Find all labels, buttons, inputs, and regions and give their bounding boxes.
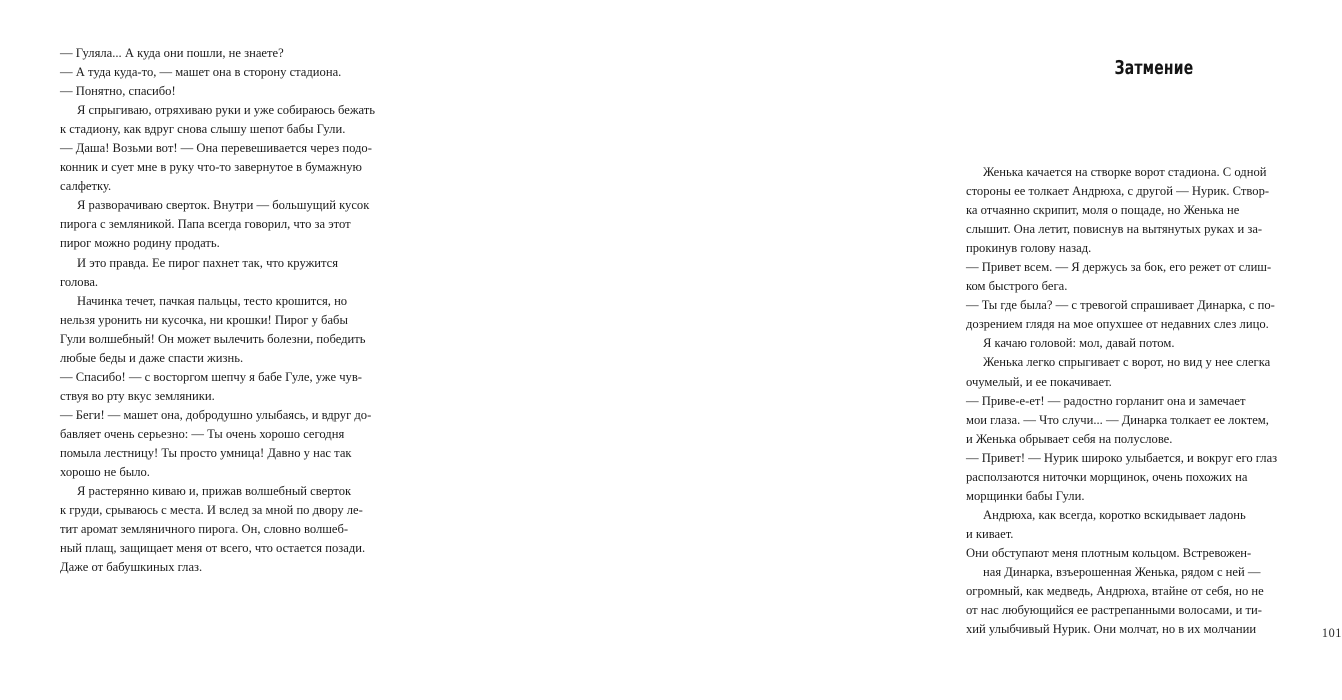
left-page-line: пирога с земляникой. Папа всегда говорил, что за этот [60,217,351,232]
left-page-line: ствуя во рту вкус земляники. [60,388,215,403]
left-page-line: — Спасибо! — с восторгом шепчу я бабе Гуле, уже чув- [60,369,362,384]
right-page-line: — Ты где была? — с тревогой спрашивает Динарка, с по- [966,298,1275,313]
right-page-line: слышит. Она летит, повиснув на вытянутых руках и за- [966,222,1263,237]
right-page-line: морщинки бабы Гули. [966,488,1085,503]
right-page-line: расползаются ниточки морщинок, очень похожих на [966,469,1248,484]
left-page [0,0,466,700]
left-page-line: к груди, срываюсь с места. И вслед за мной по двору ле- [60,503,363,518]
right-page-line: огромный, как медведь, Андрюха, втайне от себя, но не [966,584,1264,599]
right-page-line: Женька легко спрыгивает с ворот, но вид у нее слегка [983,355,1271,370]
page-number: 101 [1321,626,1342,640]
right-page-line: хий улыбчивый Нурик. Они молчат, но в их молчании [966,622,1257,637]
left-page-line: Я разворачиваю сверток. Внутри — большущий кусок [77,198,370,213]
right-page-line: мои глаза. — Что случи... — Динарка толкает ее локтем, [966,412,1269,427]
left-page-line: ный плащ, защищает меня от всего, что остается позади. [60,541,366,556]
chapter-title: Затмение [1114,57,1194,79]
right-page-line: — Привет всем. — Я держусь за бок, его режет от слиш- [966,260,1272,275]
right-page [466,0,1342,700]
left-page-line: голова. [60,274,99,289]
right-page-line: Женька качается на створке ворот стадиона. С одной [983,165,1267,179]
left-page-line: Начинка течет, пачкая пальцы, тесто крошится, но [77,293,348,308]
right-page-line: очумелый, и ее покачивает. [966,374,1112,389]
left-page-line: нельзя уронить ни кусочка, ни крошки! Пирог у бабы [60,312,348,327]
left-page-line: — Понятно, спасибо! [60,84,176,99]
left-page-line: — Беги! — машет она, добродушно улыбаясь, и вдруг до- [60,407,372,422]
left-page-line: к стадиону, как вдруг снова слышу шепот бабы Гули. [60,122,346,137]
right-page-line: ка отчаянно скрипит, моля о пощаде, но Женька не [966,203,1240,218]
right-page-line: ком быстрого бега. [966,279,1068,294]
left-page-line: салфетку. [60,179,112,194]
left-page-line: хорошо не было. [60,465,150,480]
right-page-line: ная Динарка, взъерошенная Женька, рядом с ней — [983,564,1261,579]
right-page-line: и Женька обрывает себя на полуслове. [966,431,1173,446]
left-page-line: тит аромат земляничного пирога. Он, словно волшеб- [60,522,349,537]
right-page-line: — Приве-е-ет! — радостно горланит она и замечает [966,393,1246,408]
left-page-line: конник и сует мне в руку что-то завернутое в бумажную [60,160,362,175]
left-page-textblock [60,44,434,577]
left-page-line: помыла лестницу! Ты просто умница! Давно у нас так [60,445,352,460]
left-page-line: пирог можно родину продать. [60,236,220,251]
right-page-line: прокинув голову назад. [966,241,1092,256]
left-page-line: Я спрыгиваю, отряхиваю руки и уже собираюсь бежать [77,103,376,118]
right-page-line: — Привет! — Нурик широко улыбается, и вокруг его глаз [966,450,1278,465]
left-page-line: Даже от бабушкиных глаз. [60,560,203,575]
right-page-textblock [966,163,1342,639]
left-page-line: — Даша! Возьми вот! — Она перевешивается через подо- [60,141,372,156]
right-page-line: от нас любующийся ее растрепанными волосами, и ти- [966,603,1262,618]
right-page-line: стороны ее толкает Андрюха, с другой — Нурик. Створ- [966,184,1270,199]
right-page-line: и кивает. [966,526,1014,541]
left-page-line: — А туда куда-то, — машет она в сторону стадиона. [60,65,342,80]
right-page-line: Андрюха, как всегда, коротко вскидывает ладонь [983,507,1246,522]
left-page-line: любые беды и даже спасти жизнь. [60,350,244,365]
right-page-line: дозрением глядя на мое опухшее от недавних слез лицо. [966,317,1269,332]
left-page-line: И это правда. Ее пирог пахнет так, что кружится [77,255,339,270]
left-page-line: бавляет очень серьезно: — Ты очень хорошо сегодня [60,426,345,441]
right-page-line: Они обступают меня плотным кольцом. Встревожен- [966,545,1252,560]
left-page-line: Я растерянно киваю и, прижав волшебный сверток [77,484,352,499]
left-page-line: Гули волшебный! Он может вылечить болезни, победить [60,331,366,346]
left-page-line: — Гуляла... А куда они пошли, не знаете? [60,46,284,60]
right-page-line: Я качаю головой: мол, давай потом. [983,336,1175,351]
